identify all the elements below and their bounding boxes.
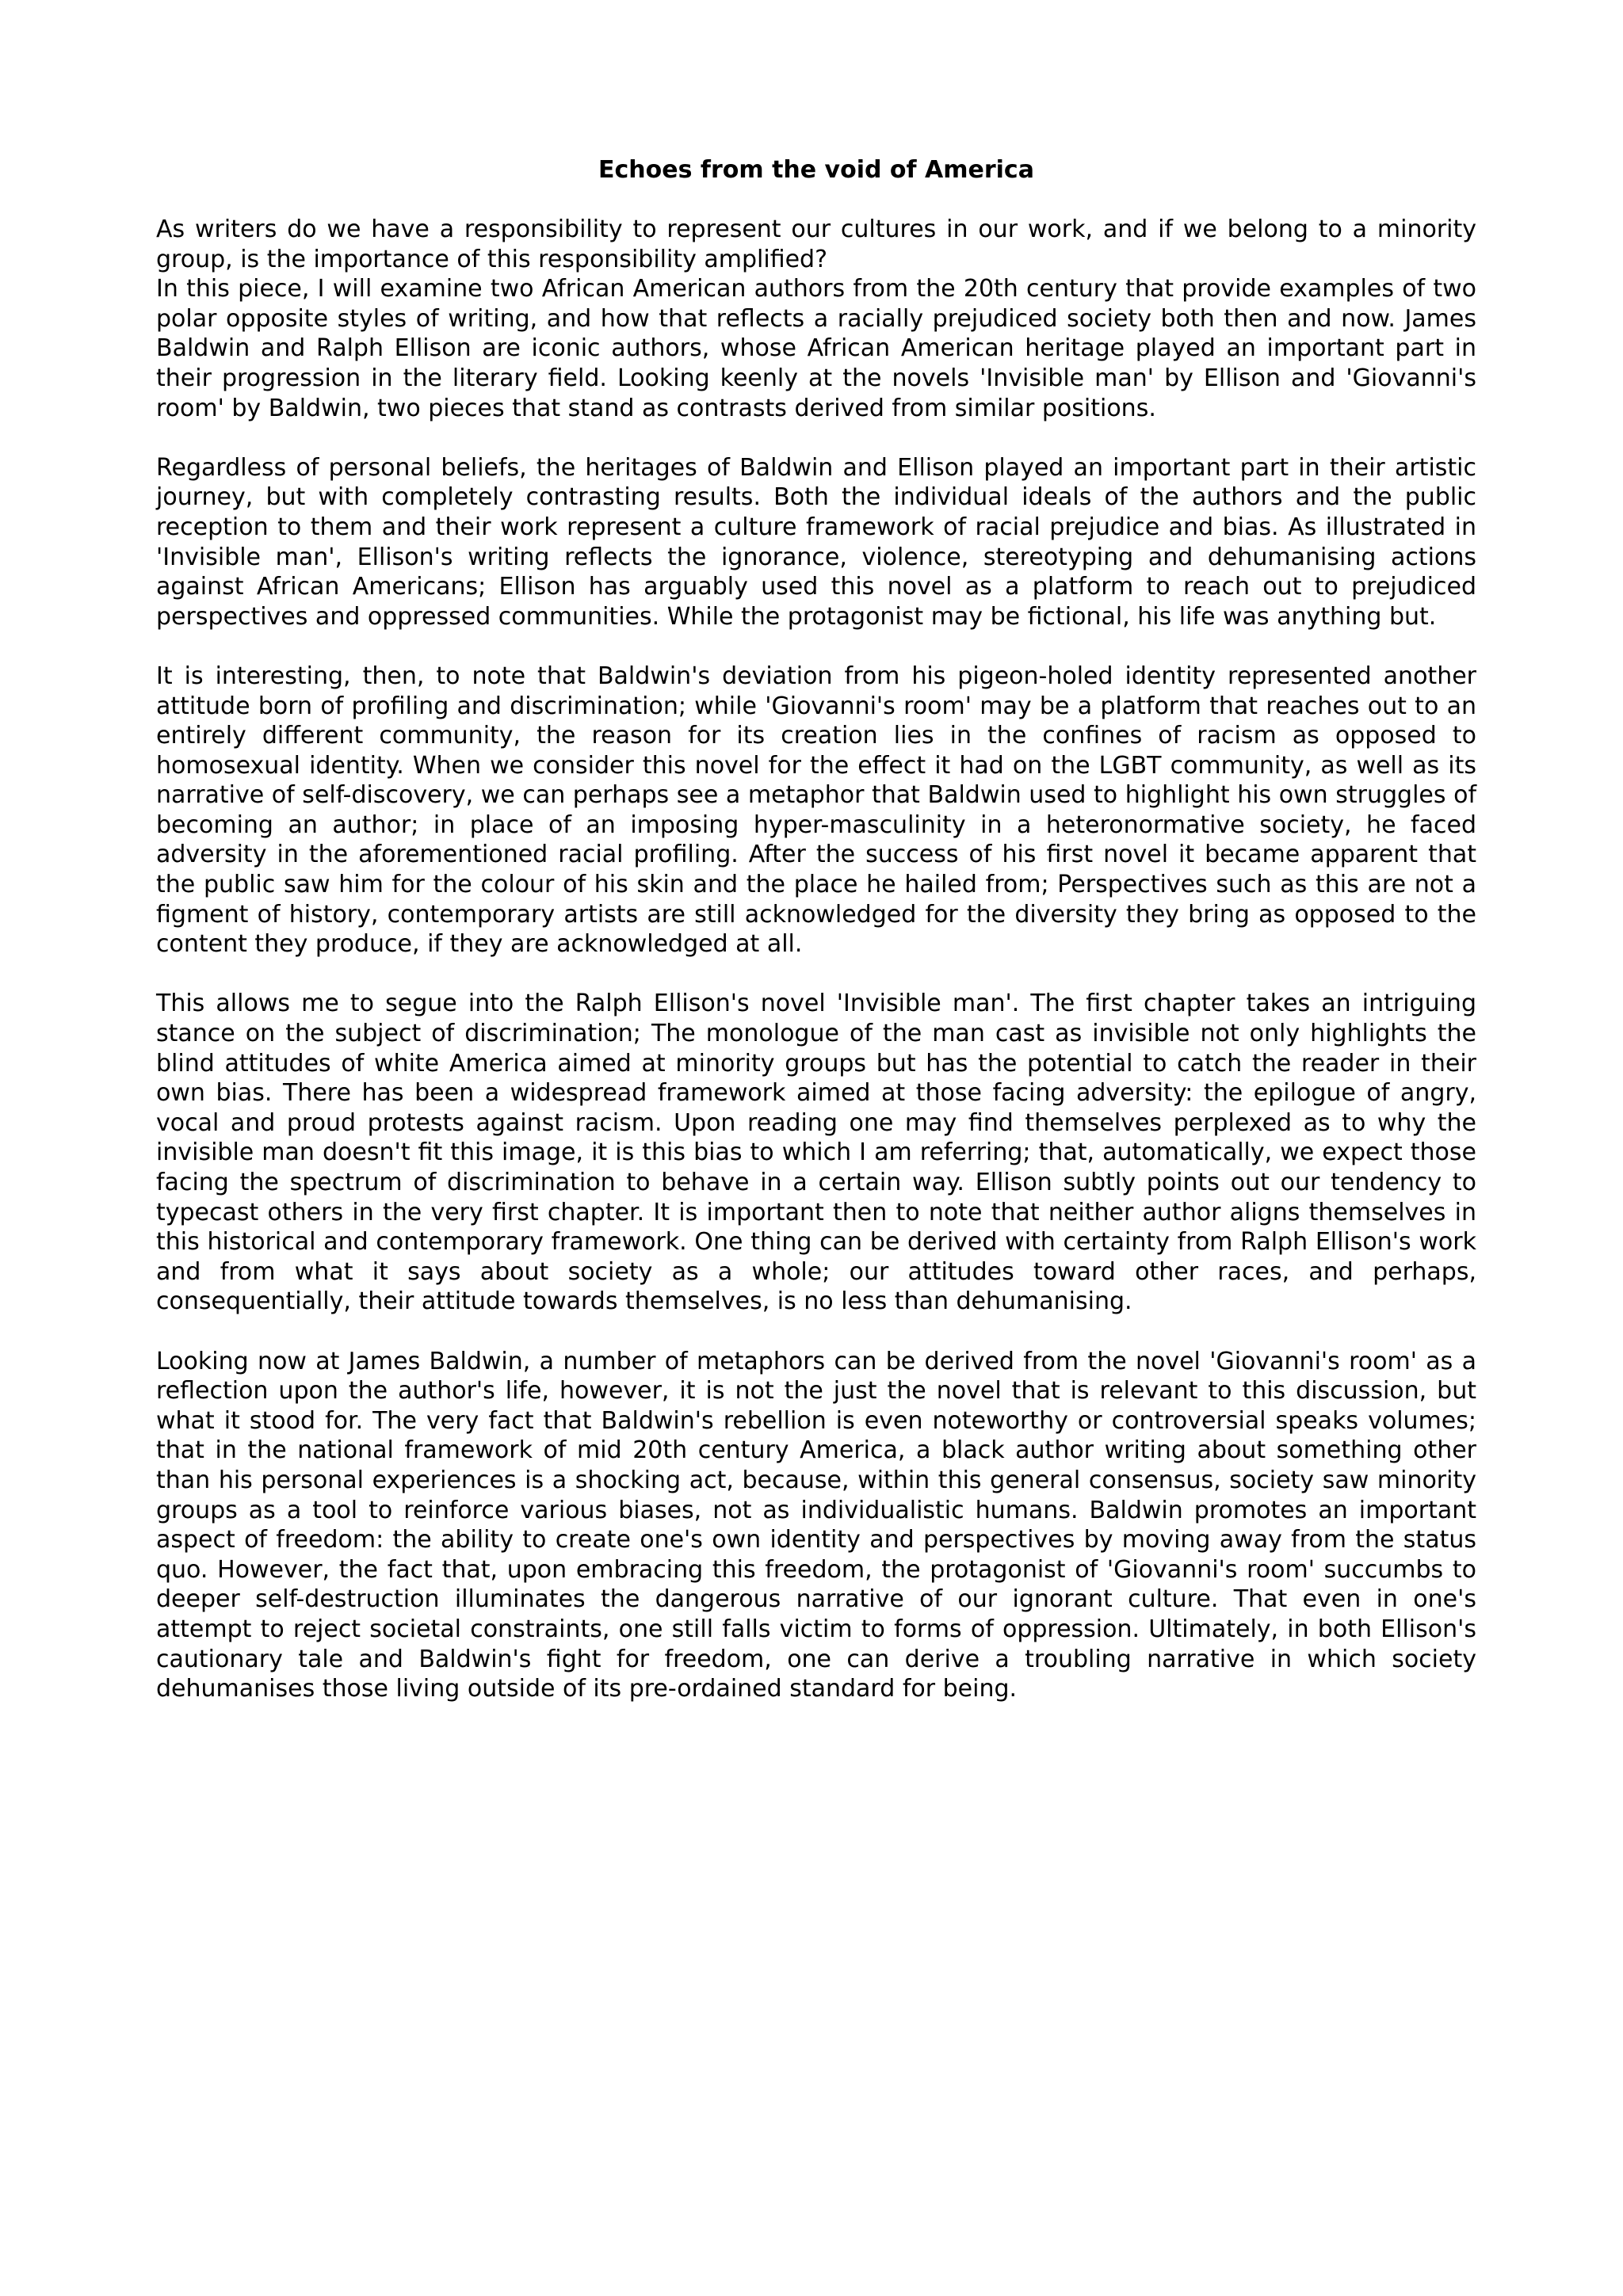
paragraph-baldwin-deviation: It is interesting, then, to note that Baldwin's deviation from his pigeon-holed identity represented another attitude born of profiling and discrimination; while 'Giovanni's room' may be a platform that reaches out to an entirely different community, the reason for its creation lies in the confines of racism as opposed to homosexual identity. When we consider this novel for the effect it had on the LGBT community, as well as its narrative of self-discovery, we can perhaps see a metaphor that Baldwin used to highlight his own struggles of becoming an author; in place of an imposing hyper-masculinity in a heteronormative society, he faced adversity in the aforementioned racial profiling. After the success of his first novel it became apparent that the public saw him for the colour of his skin and the place he hailed from; Perspectives such as this are not a figment of history, contemporary artists are still acknowledged for the diversity they bring as opposed to the content they produce, if they are acknowledged at all. — [156, 662, 1476, 959]
paragraph-heritage: Regardless of personal beliefs, the heritages of Baldwin and Ellison played an important part in their artistic journey, but with completely contrasting results. Both the individual ideals of the authors and the public reception to them and their work represent a culture framework of racial prejudice and bias. As illustrated in 'Invisible man', Ellison's writing reflects the ignorance, violence, stereotyping and dehumanising actions against African Americans; Ellison has arguably used this novel as a platform to reach out to prejudiced perspectives and oppressed communities. While the protagonist may be fictional, his life was anything but. — [156, 453, 1476, 631]
document-title: Echoes from the void of America — [598, 156, 1034, 184]
paragraph-invisible-man: This allows me to segue into the Ralph Ellison's novel 'Invisible man'. The first chapter takes an intriguing stance on the subject of discrimination; The monologue of the man cast as invisible not only highlights the blind attitudes of white America aimed at minority groups but has the potential to catch the reader in their own bias. There has been a widespread framework aimed at those facing adversity: the epilogue of angry, vocal and proud protests against racism. Upon reading one may find themselves perplexed as to why the invisible man doesn't fit this image, it is this bias to which I am referring; that, automatically, we expect those facing the spectrum of discrimination to behave in a certain way. Ellison subtly points out our tendency to typecast others in the very first chapter. It is important then to note that neither author aligns themselves in this historical and contemporary framework. One thing can be derived with certainty from Ralph Ellison's work and from what it says about society as a whole; our attitudes toward other races, and perhaps, consequentially, their attitude towards themselves, is no less than dehumanising. — [156, 990, 1476, 1316]
paragraph-intro-question: As writers do we have a responsibility to represent our cultures in our work, and if we belong to a minority group, is the importance of this responsibility amplified? — [156, 215, 1476, 273]
document-body — [156, 215, 1476, 1733]
paragraph-giovannis-room: Looking now at James Baldwin, a number of metaphors can be derived from the novel 'Giovanni's room' as a reflection upon the author's life, however, it is not the just the novel that is relevant to this discussion, but what it stood for. The very fact that Baldwin's rebellion is even noteworthy or controversial speaks volumes; that in the national framework of mid 20th century America, a black author writing about something other than his personal experiences is a shocking act, because, within this general consensus, society saw minority groups as a tool to reinforce various biases, not as individualistic humans. Baldwin promotes an important aspect of freedom: the ability to create one's own identity and perspectives by moving away from the status quo. However, the fact that, upon embracing this freedom, the protagonist of 'Giovanni's room' succumbs to deeper self-destruction illuminates the dangerous narrative of our ignorant culture. That even in one's attempt to reject societal constraints, one still falls victim to forms of oppression. Ultimately, in both Ellison's cautionary tale and Baldwin's fight for freedom, one can derive a troubling narrative in which society dehumanises those living outside of its pre-ordained standard for being. — [156, 1347, 1476, 1703]
paragraph-intro: In this piece, I will examine two African American authors from the 20th century that provide examples of two polar opposite styles of writing, and how that reflects a racially prejudiced society both then and now. James Baldwin and Ralph Ellison are iconic authors, whose African American heritage played an important part in their progression in the literary field. Looking keenly at the novels 'Invisible man' by Ellison and 'Giovanni's room' by Baldwin, two pieces that stand as contrasts derived from similar positions. — [156, 275, 1476, 422]
